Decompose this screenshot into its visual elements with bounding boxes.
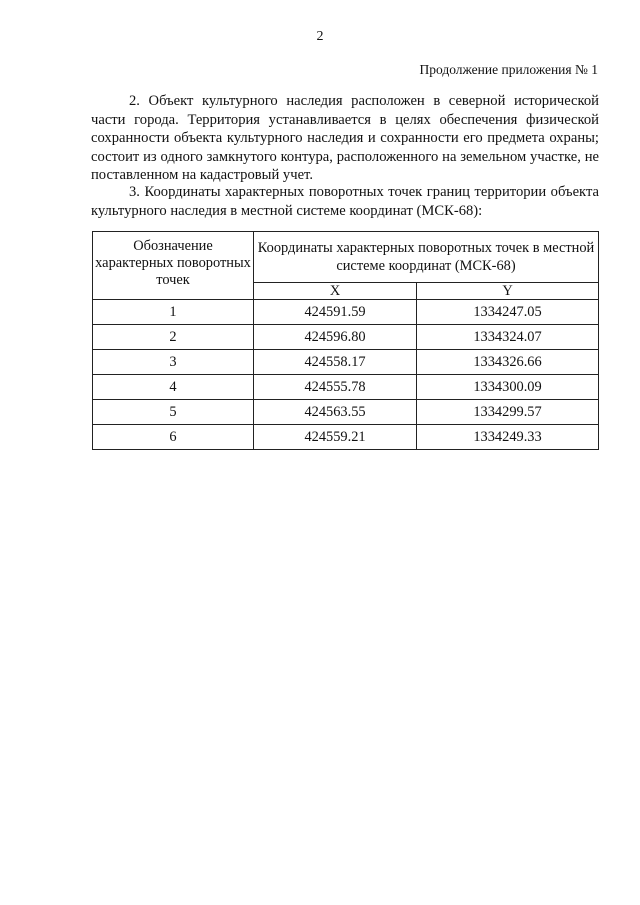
cell-point: 2	[93, 325, 254, 350]
cell-point: 6	[93, 425, 254, 450]
header-y: Y	[417, 283, 599, 300]
cell-x: 424596.80	[254, 325, 417, 350]
cell-y: 1334300.09	[417, 375, 599, 400]
cell-x: 424558.17	[254, 350, 417, 375]
table-row	[93, 350, 599, 375]
paragraph-location: 2. Объект культурного наследия расположен в северной исторической части города. Территория устанавливается в целях обеспечения физической сохранности объекта культурного наследия и сохранности его предмета охраны; состоит из одного замкнутого контура, расположенного на земельном участке, не поставленном на кадастровый учет.	[91, 93, 599, 183]
cell-x: 424591.59	[254, 300, 417, 325]
table-row	[93, 400, 599, 425]
page-number: 2	[316, 29, 324, 44]
appendix-note: Продолжение приложения № 1	[419, 62, 598, 77]
cell-y: 1334247.05	[417, 300, 599, 325]
cell-y: 1334326.66	[417, 350, 599, 375]
cell-point: 1	[93, 300, 254, 325]
cell-point: 4	[93, 375, 254, 400]
table-header-row	[93, 232, 599, 283]
cell-y: 1334324.07	[417, 325, 599, 350]
cell-point: 5	[93, 400, 254, 425]
paragraph-coordinates-intro: 3. Координаты характерных поворотных точек границ территории объекта культурного наследия в местной системе координат (МСК-68):	[91, 184, 599, 219]
header-coordinates: Координаты характерных поворотных точек в местной системе координат (МСК-68)	[254, 232, 599, 283]
cell-x: 424559.21	[254, 425, 417, 450]
cell-point: 3	[93, 350, 254, 375]
header-x: X	[254, 283, 417, 300]
coordinates-table	[92, 231, 599, 450]
table-row	[93, 425, 599, 450]
cell-y: 1334299.57	[417, 400, 599, 425]
header-point-designation: Обозначение характерных поворотных точек	[93, 232, 254, 300]
cell-x: 424555.78	[254, 375, 417, 400]
cell-x: 424563.55	[254, 400, 417, 425]
table-row	[93, 300, 599, 325]
cell-y: 1334249.33	[417, 425, 599, 450]
table-row	[93, 325, 599, 350]
table-row	[93, 375, 599, 400]
